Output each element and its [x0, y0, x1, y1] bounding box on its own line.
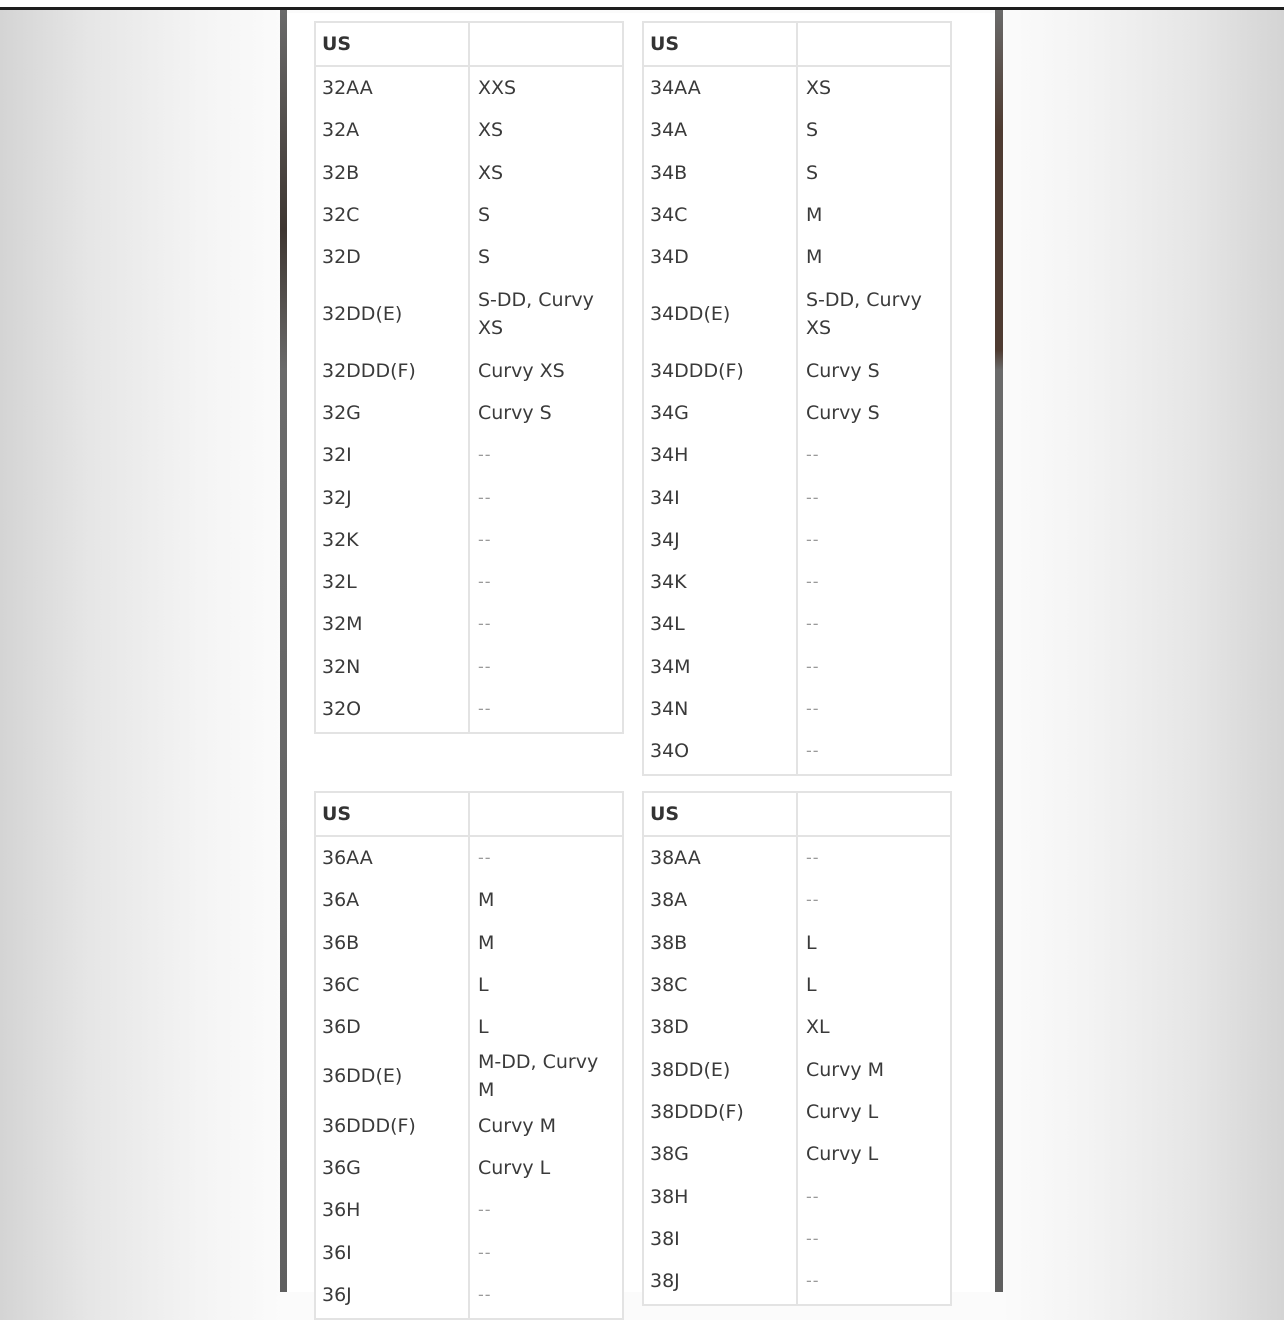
table-row — [644, 964, 950, 1006]
table-row — [644, 561, 950, 603]
converted-size-cell: -- — [478, 487, 492, 507]
us-size-cell: 38G — [650, 1143, 689, 1166]
converted-size-cell: -- — [806, 445, 820, 465]
table-row — [316, 1189, 622, 1231]
converted-size-cell: -- — [478, 656, 492, 676]
us-size-cell: 34A — [650, 119, 688, 142]
table-row — [644, 1091, 950, 1133]
table-row — [644, 152, 950, 194]
us-size-cell: 32AA — [322, 77, 373, 100]
table-row — [316, 964, 622, 1006]
us-size-cell: 32I — [322, 444, 352, 467]
us-size-cell: 38AA — [650, 847, 701, 870]
converted-size-cell: Curvy L — [478, 1156, 551, 1179]
us-size-cell: 38H — [650, 1185, 689, 1208]
table-row — [316, 519, 622, 561]
converted-size-cell: -- — [806, 741, 820, 761]
us-size-cell: 32M — [322, 613, 363, 636]
converted-size-cell: Curvy S — [806, 401, 880, 424]
us-size-cell: 32DDD(F) — [322, 359, 416, 382]
converted-size-cell: M — [478, 889, 495, 912]
table-row — [316, 1231, 622, 1273]
us-size-cell: 32C — [322, 204, 360, 227]
us-size-cell: 34D — [650, 246, 689, 269]
table-row — [644, 278, 950, 349]
table-row — [316, 278, 622, 349]
converted-size-cell: S — [806, 119, 819, 142]
converted-size-cell: -- — [806, 614, 820, 634]
converted-size-cell: -- — [478, 445, 492, 465]
table-header — [316, 23, 622, 67]
converted-size-cell: XS — [806, 77, 832, 100]
table-row — [644, 730, 950, 772]
table-row — [644, 194, 950, 236]
us-size-cell: 34DD(E) — [650, 302, 731, 325]
us-size-cell: 36D — [322, 1016, 361, 1039]
us-size-cell: 32O — [322, 698, 362, 720]
converted-size-cell: L — [806, 931, 817, 954]
table-row — [644, 434, 950, 476]
us-size-cell: 32K — [322, 528, 359, 551]
converted-size-cell: L — [806, 974, 817, 997]
table-row — [316, 349, 622, 391]
converted-size-cell: S-DD, Curvy XS — [478, 288, 594, 339]
table-row — [316, 922, 622, 964]
header-us-label: US — [650, 803, 680, 825]
us-size-cell: 38C — [650, 974, 688, 997]
converted-size-cell: Curvy M — [478, 1114, 557, 1137]
table-row — [644, 603, 950, 645]
table-row — [316, 1006, 622, 1048]
converted-size-cell: S — [478, 204, 491, 227]
table-row — [644, 1006, 950, 1048]
converted-size-cell: -- — [806, 656, 820, 676]
table-row — [644, 1218, 950, 1260]
us-size-cell: 32L — [322, 571, 357, 594]
converted-size-cell: M-DD, Curvy M — [478, 1051, 599, 1102]
table-row — [644, 688, 950, 730]
us-size-cell: 36H — [322, 1199, 361, 1222]
table-row — [644, 646, 950, 688]
converted-size-cell: XS — [478, 161, 504, 184]
converted-size-cell: S — [806, 161, 819, 184]
converted-size-cell: Curvy L — [806, 1100, 879, 1123]
table-row — [644, 349, 950, 391]
converted-size-cell: L — [478, 974, 489, 997]
converted-size-cell: -- — [806, 1186, 820, 1206]
us-size-cell: 38B — [650, 931, 688, 954]
us-size-cell: 34J — [650, 528, 680, 551]
us-size-cell: 34AA — [650, 77, 701, 100]
converted-size-cell: -- — [478, 572, 492, 592]
us-size-cell: 34L — [650, 613, 685, 636]
us-size-cell: 38DDD(F) — [650, 1100, 744, 1123]
table-row — [316, 109, 622, 151]
us-size-cell: 36I — [322, 1241, 352, 1264]
table-row — [316, 561, 622, 603]
converted-size-cell: -- — [478, 614, 492, 634]
us-size-cell: 34M — [650, 655, 691, 678]
table-row — [316, 1104, 622, 1146]
us-size-cell: 38A — [650, 889, 688, 912]
table-header — [316, 793, 622, 837]
us-size-cell: 34G — [650, 401, 689, 424]
table-row — [644, 1260, 950, 1302]
header-us-label: US — [322, 33, 352, 55]
converted-size-cell: -- — [478, 699, 492, 718]
us-size-cell: 34N — [650, 698, 689, 720]
converted-size-cell: Curvy S — [478, 401, 552, 424]
table-row — [316, 434, 622, 476]
converted-size-cell: Curvy L — [806, 1143, 879, 1166]
us-size-cell: 36DDD(F) — [322, 1114, 416, 1137]
size-table-34 — [642, 21, 952, 776]
us-size-cell: 36B — [322, 931, 360, 954]
top-bar — [0, 0, 1284, 10]
converted-size-cell: -- — [806, 848, 820, 868]
converted-size-cell: -- — [806, 1271, 820, 1291]
device-edge-right — [995, 10, 1003, 1292]
us-size-cell: 36A — [322, 889, 360, 912]
converted-size-cell: Curvy M — [806, 1058, 885, 1081]
converted-size-cell: -- — [478, 529, 492, 549]
size-table-32 — [314, 21, 624, 734]
converted-size-cell: XS — [478, 119, 504, 142]
us-size-cell: 36AA — [322, 847, 373, 870]
table-row — [644, 236, 950, 278]
table-row — [316, 603, 622, 645]
converted-size-cell: M — [806, 246, 823, 269]
table-row — [644, 67, 950, 109]
table-row — [316, 392, 622, 434]
table-row — [316, 879, 622, 921]
table-row — [316, 646, 622, 688]
converted-size-cell: -- — [478, 1200, 492, 1220]
converted-size-cell: S — [478, 246, 491, 269]
us-size-cell: 34H — [650, 444, 689, 467]
converted-size-cell: -- — [806, 487, 820, 507]
table-row — [644, 392, 950, 434]
converted-size-cell: -- — [806, 699, 820, 718]
header-us-label: US — [650, 33, 680, 55]
us-size-cell: 34C — [650, 204, 688, 227]
table-row — [316, 236, 622, 278]
table-row — [644, 879, 950, 921]
converted-size-cell: XXS — [478, 77, 517, 100]
us-size-cell: 36DD(E) — [322, 1065, 403, 1088]
table-row — [316, 1274, 622, 1316]
us-size-cell: 38I — [650, 1227, 680, 1250]
converted-size-cell: M — [478, 931, 495, 954]
us-size-cell: 36C — [322, 974, 360, 997]
us-size-cell: 32G — [322, 401, 361, 424]
us-size-cell: 38D — [650, 1016, 689, 1039]
converted-size-cell: S-DD, Curvy XS — [806, 288, 922, 339]
table-row — [644, 1133, 950, 1175]
table-row — [644, 922, 950, 964]
table-row — [316, 476, 622, 518]
size-table-36 — [314, 791, 624, 1320]
us-size-cell: 38J — [650, 1270, 680, 1293]
table-row — [316, 194, 622, 236]
table-header — [644, 793, 950, 837]
converted-size-cell: -- — [478, 1284, 492, 1304]
table-row — [644, 1175, 950, 1217]
converted-size-cell: -- — [806, 890, 820, 910]
us-size-cell: 34K — [650, 571, 687, 594]
table-row — [316, 688, 622, 730]
header-us-label: US — [322, 803, 352, 825]
converted-size-cell: -- — [806, 1228, 820, 1248]
us-size-cell: 36J — [322, 1283, 352, 1306]
converted-size-cell: -- — [478, 848, 492, 868]
table-row — [644, 519, 950, 561]
converted-size-cell: -- — [478, 1242, 492, 1262]
device-edge-left — [280, 10, 287, 1292]
table-row — [644, 1048, 950, 1090]
us-size-cell: 34B — [650, 161, 688, 184]
converted-size-cell: -- — [806, 572, 820, 592]
converted-size-cell: L — [478, 1016, 489, 1039]
us-size-cell: 38DD(E) — [650, 1058, 731, 1081]
table-row — [316, 837, 622, 879]
converted-size-cell: M — [806, 204, 823, 227]
us-size-cell: 34DDD(F) — [650, 359, 744, 382]
converted-size-cell: Curvy S — [806, 359, 880, 382]
table-row — [316, 67, 622, 109]
us-size-cell: 32N — [322, 655, 361, 678]
us-size-cell: 32DD(E) — [322, 302, 403, 325]
size-table-38 — [642, 791, 952, 1306]
us-size-cell: 32J — [322, 486, 352, 509]
table-row — [644, 476, 950, 518]
us-size-cell: 32D — [322, 246, 361, 269]
table-row — [644, 109, 950, 151]
converted-size-cell: Curvy XS — [478, 359, 565, 382]
us-size-cell: 32B — [322, 161, 360, 184]
us-size-cell: 34O — [650, 740, 690, 763]
table-row — [644, 837, 950, 879]
table-row — [316, 1147, 622, 1189]
converted-size-cell: XL — [806, 1016, 830, 1039]
table-row — [316, 1048, 622, 1104]
table-header — [644, 23, 950, 67]
table-row — [316, 152, 622, 194]
us-size-cell: 32A — [322, 119, 360, 142]
us-size-cell: 36G — [322, 1156, 361, 1179]
us-size-cell: 34I — [650, 486, 680, 509]
converted-size-cell: -- — [806, 529, 820, 549]
size-chart-page[interactable] — [287, 13, 995, 1306]
